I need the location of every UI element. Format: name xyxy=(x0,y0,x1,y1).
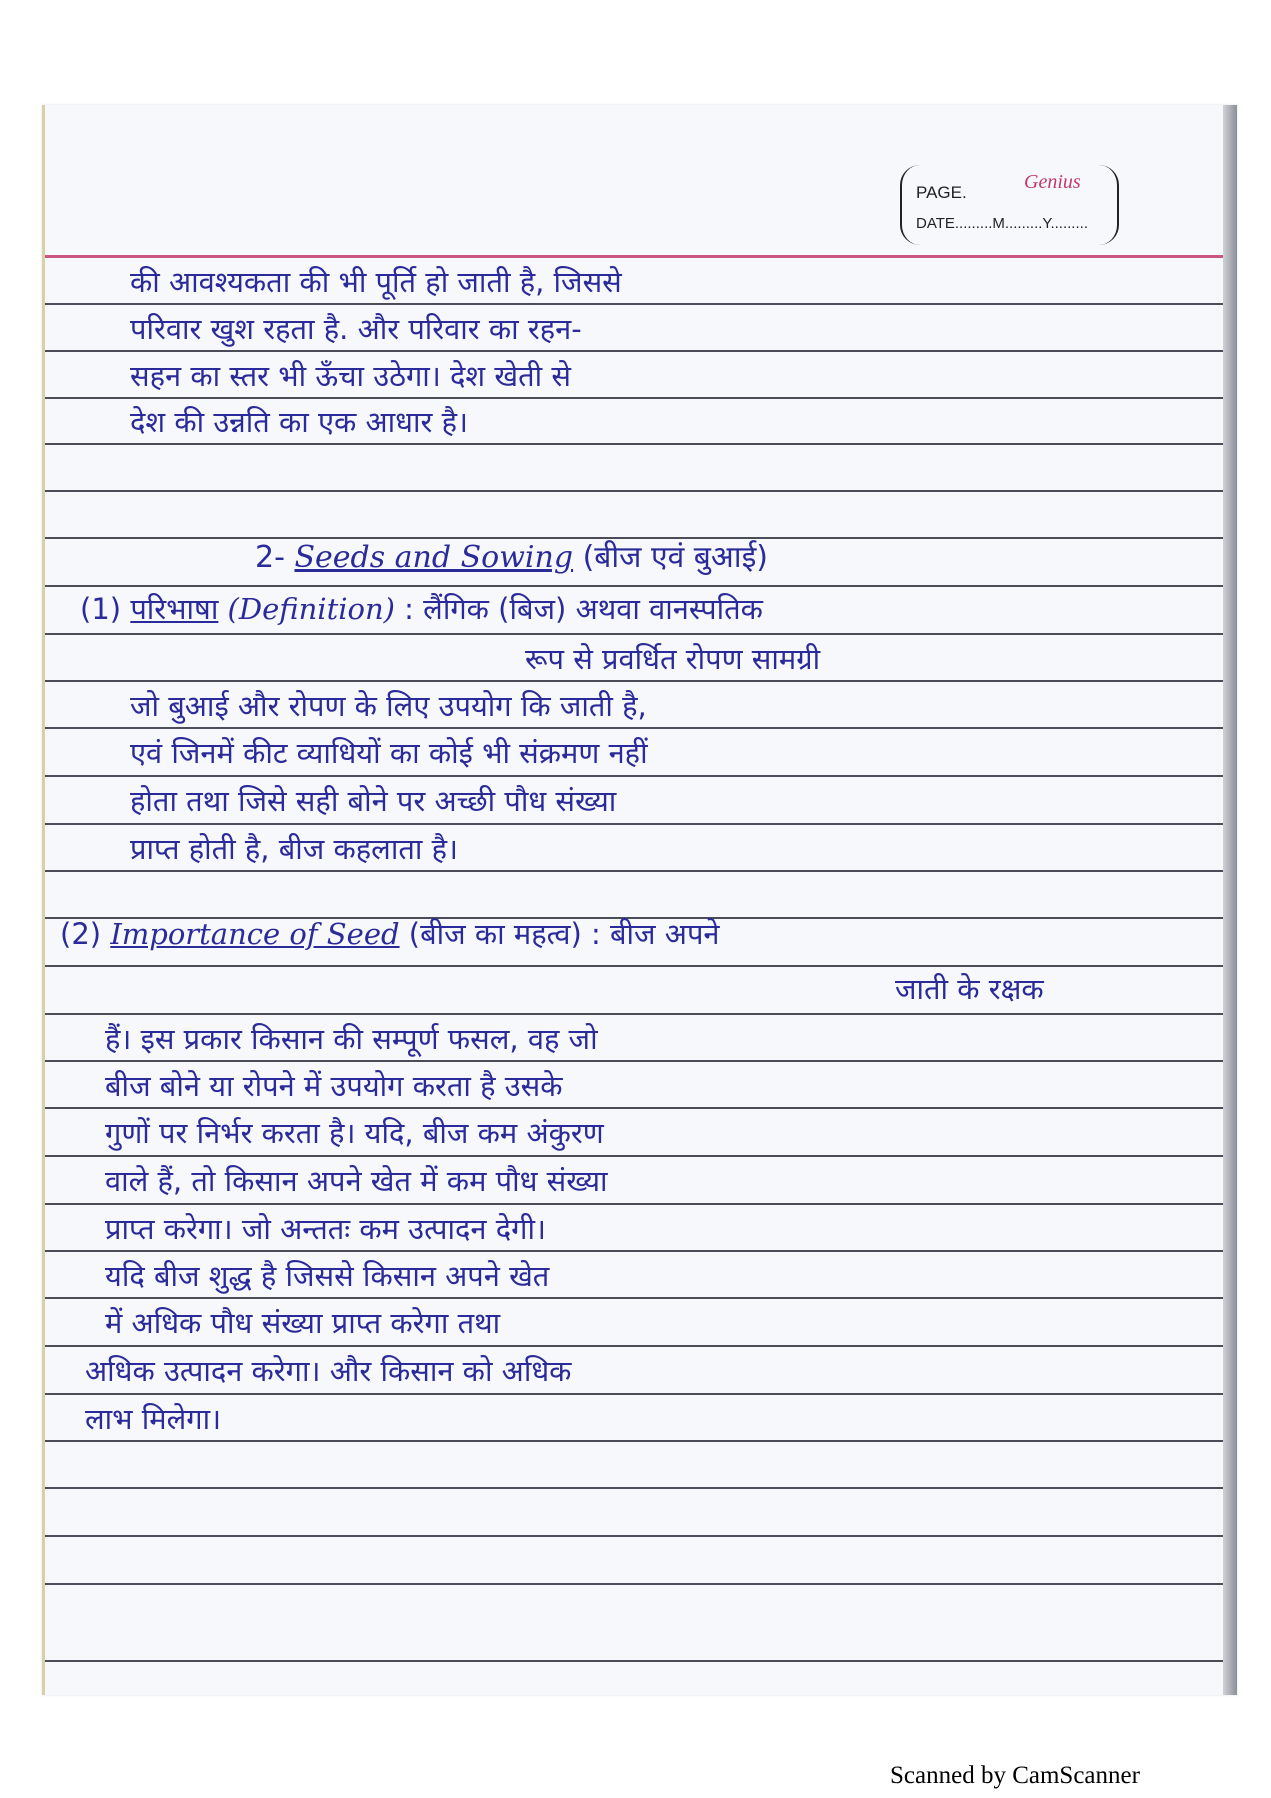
definition-line: जो बुआई और रोपण के लिए उपयोग कि जाती है, xyxy=(130,689,647,723)
definition-line: प्राप्त होती है, बीज कहलाता है। xyxy=(130,832,458,866)
section-heading xyxy=(255,540,769,575)
rule-line xyxy=(45,1440,1223,1442)
rule-line xyxy=(45,585,1223,587)
definition-line: रूप से प्रवर्धित रोपण सामग्री xyxy=(525,642,821,676)
rule-line xyxy=(45,397,1223,399)
importance-line: बीज बोने या रोपने में उपयोग करता है उसके xyxy=(105,1069,563,1103)
definition-label-english: (Definition) xyxy=(227,592,395,626)
notebook-brand: Genius xyxy=(1024,171,1081,193)
definition-line: एवं जिनमें कीट व्याधियों का कोई भी संक्रमण नहीं xyxy=(130,736,648,770)
definition-line: होता तथा जिसे सही बोने पर अच्छी पौध संख्या xyxy=(130,784,617,818)
rule-line xyxy=(45,1060,1223,1062)
rule-line xyxy=(45,680,1223,682)
rule-line xyxy=(45,1535,1223,1537)
importance-line: गुणों पर निर्भर करता है। यदि, बीज कम अंकुरण xyxy=(105,1116,604,1150)
definition-marker: (1) xyxy=(80,592,122,626)
page-date-box xyxy=(900,165,1119,245)
rule-line xyxy=(45,537,1223,539)
importance-label-hindi: (बीज का महत्व) xyxy=(408,917,582,951)
rule-line xyxy=(45,823,1223,825)
section-title-hindi: (बीज एवं बुआई) xyxy=(582,540,769,575)
rule-line xyxy=(45,1203,1223,1205)
text-line: देश की उन्नति का एक आधार है। xyxy=(130,405,469,439)
text-line: परिवार खुश रहता है. और परिवार का रहन- xyxy=(130,312,582,346)
rule-line xyxy=(45,1345,1223,1347)
rule-line xyxy=(45,1660,1223,1662)
rule-line xyxy=(45,1393,1223,1395)
rule-line xyxy=(45,1583,1223,1585)
importance-line: वाले हैं, तो किसान अपने खेत में कम पौध संख्या xyxy=(105,1164,608,1198)
rule-line xyxy=(45,1013,1223,1015)
rule-line xyxy=(45,965,1223,967)
definition-heading xyxy=(80,592,763,626)
rule-line xyxy=(45,1155,1223,1157)
section-title: Seeds and Sowing xyxy=(294,540,574,575)
page-label: PAGE. xyxy=(916,183,967,202)
importance-heading xyxy=(60,917,720,951)
rule-line xyxy=(45,490,1223,492)
definition-line: : लैंगिक (बिज) अथवा वानस्पतिक xyxy=(404,592,763,626)
rule-line xyxy=(45,1487,1223,1489)
rule-line xyxy=(45,775,1223,777)
importance-line: लाभ मिलेगा। xyxy=(85,1402,222,1436)
importance-line: प्राप्त करेगा। जो अन्ततः कम उत्पादन देगी। xyxy=(105,1212,546,1246)
importance-line: यदि बीज शुद्ध है जिससे किसान अपने खेत xyxy=(105,1259,550,1293)
top-margin-rule xyxy=(45,255,1223,258)
rule-line xyxy=(45,633,1223,635)
rule-line xyxy=(45,870,1223,872)
rule-line xyxy=(45,1250,1223,1252)
rule-line xyxy=(45,350,1223,352)
importance-line: हैं। इस प्रकार किसान की सम्पूर्ण फसल, वह जो xyxy=(105,1022,598,1056)
definition-label-hindi: परिभाषा xyxy=(130,592,219,626)
notebook-page xyxy=(42,105,1237,1695)
rule-line xyxy=(45,1297,1223,1299)
rule-line xyxy=(45,443,1223,445)
importance-label-english: Importance of Seed xyxy=(110,917,400,951)
importance-marker: (2) xyxy=(60,917,102,951)
text-line: सहन का स्तर भी ऊँचा उठेगा। देश खेती से xyxy=(130,359,571,393)
importance-line: : बीज अपने xyxy=(591,917,720,951)
rule-line xyxy=(45,727,1223,729)
importance-line: अधिक उत्पादन करेगा। और किसान को अधिक xyxy=(85,1354,572,1388)
importance-line: जाती के रक्षक xyxy=(895,972,1044,1006)
scanner-watermark: Scanned by CamScanner xyxy=(890,1762,1140,1789)
date-label: DATE.........M.........Y......... xyxy=(916,215,1088,232)
text-line: की आवश्यकता की भी पूर्ति हो जाती है, जिससे xyxy=(130,265,622,299)
importance-line: में अधिक पौध संख्या प्राप्त करेगा तथा xyxy=(105,1306,501,1340)
rule-line xyxy=(45,1107,1223,1109)
section-number: 2- xyxy=(255,540,285,575)
rule-line xyxy=(45,303,1223,305)
page-edge-shadow xyxy=(1223,105,1237,1695)
